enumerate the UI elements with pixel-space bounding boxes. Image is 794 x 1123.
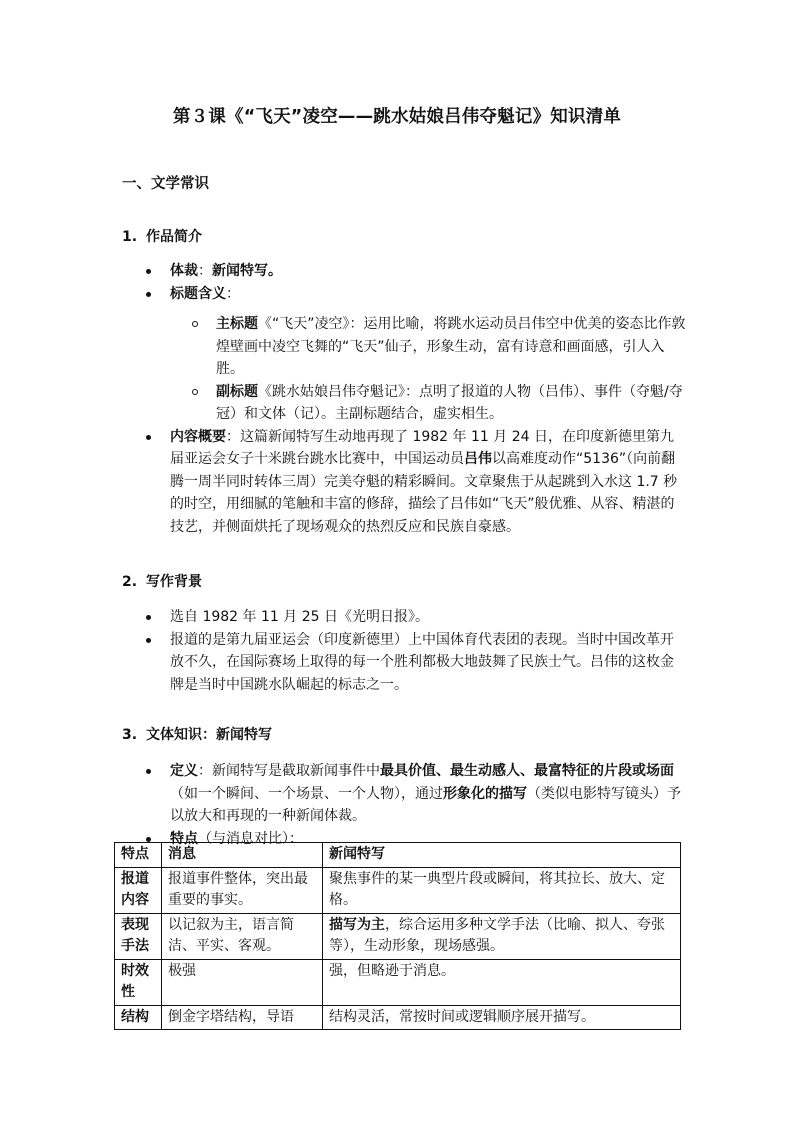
list-item-context: 报道的是第九届亚运会（印度新德里）上中国体育代表团的表现。当时中国改革开放不久，在国际赛场上取得的每一个胜利都极大地鼓舞了民族士气。吕伟的这枚金牌是当时中国跳水队崛起的标志之一。 — [146, 629, 686, 697]
table-row — [115, 959, 681, 1005]
table-row-label: 表现手法 — [115, 913, 162, 959]
sublist-item-main-title: 主标题《“飞天”凌空》：运用比喻，将跳水运动员吕伟空中优美的姿态比作敦煌壁画中凌空飞舞的“飞天”仙子，形象生动，富有诗意和画面感，引人入胜。 — [192, 313, 686, 381]
table-cell-news: 极强 — [162, 959, 323, 1005]
table-header-cell: 新闻特写 — [323, 843, 681, 868]
list-item-summary: 内容概要：这篇新闻特写生动地再现了 1982 年 11 月 24 日，在印度新德里第九届亚运会女子十米跳台跳水比赛中，中国运动员吕伟以高难度动作“5136”（向前翻腾一周半同时转体三周）完美夺魁的精彩瞬间。文章聚焦于从起跳到入水这 1.7 秒的时空，用细腻的笔触和丰富的修辞，描绘了吕伟如“飞天”般优雅、从容、精湛的技艺，并侧面烘托了现场观众的热烈反应和民族自豪感。 — [146, 426, 686, 539]
part-title: 写作背景 — [146, 574, 202, 590]
table-cell-feature: 聚焦事件的某一典型片段或瞬间，将其拉长、放大、定格。 — [323, 867, 681, 913]
list-item-title-meaning: 标题含义： 主标题《“飞天”凌空》：运用比喻，将跳水运动员吕伟空中优美的姿态比作敦煌壁画中凌空飞舞的“飞天”仙子，形象生动，富有诗意和画面感，引人入胜。 副标题《跳水姑娘吕伟夺魁记》：点明了报道的人物（吕伟）、事件（夺魁/夺冠）和文体（记）。主副标题结合，虚实相生。 — [146, 283, 686, 426]
intro-list — [146, 260, 686, 538]
title-meaning-sublist — [170, 313, 686, 426]
page-title: 第３课《“飞天”凌空——跳水姑娘吕伟夺魁记》知识清单 — [172, 107, 622, 127]
table-row-label: 报道内容 — [115, 867, 162, 913]
part-number: 1. — [122, 229, 138, 245]
table-header-cell: 消息 — [162, 843, 323, 868]
table-cell-feature: 强，但略逊于消息。 — [323, 959, 681, 1005]
part-heading-intro — [122, 226, 202, 246]
table-header-row — [115, 843, 681, 868]
list-item-genre: 体裁：新闻特写。 — [146, 260, 686, 283]
list-item-features: 特点（与消息对比）： — [146, 828, 686, 851]
comparison-table — [114, 842, 681, 1030]
table-cell-news: 倒金字塔结构，导语 — [162, 1005, 323, 1030]
list-item-definition: 定义：新闻特写是截取新闻事件中最具价值、最生动感人、最富特征的片段或场面（如一个瞬间、一个场景、一个人物），通过形象化的描写（类似电影特写镜头）予以放大和再现的一种新闻体裁。 — [146, 760, 686, 828]
table-cell-feature: 结构灵活，常按时间或逻辑顺序展开描写。 — [323, 1005, 681, 1030]
table-row-label: 结构 — [115, 1005, 162, 1030]
table-cell-news: 以记叙为主，语言简洁、平实、客观。 — [162, 913, 323, 959]
table-cell-feature: 描写为主，综合运用多种文学手法（比喻、拟人、夸张等），生动形象，现场感强。 — [323, 913, 681, 959]
table-row-label: 时效性 — [115, 959, 162, 1005]
genre-knowledge-list — [146, 760, 686, 850]
part-number: 2. — [122, 574, 138, 590]
table-header-cell: 特点 — [115, 843, 162, 868]
background-list — [146, 606, 686, 696]
part-heading-genre-knowledge — [122, 724, 272, 744]
table-row — [115, 867, 681, 913]
part-title: 文体知识：新闻特写 — [146, 727, 272, 743]
list-item-source: 选自 1982 年 11 月 25 日《光明日报》。 — [146, 606, 686, 629]
sublist-item-sub-title: 副标题《跳水姑娘吕伟夺魁记》：点明了报道的人物（吕伟）、事件（夺魁/夺冠）和文体（记）。主副标题结合，虚实相生。 — [192, 381, 686, 426]
part-heading-background — [122, 571, 202, 591]
table-row — [115, 1005, 681, 1030]
part-number: 3. — [122, 727, 138, 743]
table-cell-news: 报道事件整体，突出最重要的事实。 — [162, 867, 323, 913]
table-row — [115, 913, 681, 959]
part-title: 作品简介 — [146, 229, 202, 245]
section-heading-literature: 一、文学常识 — [122, 176, 209, 192]
